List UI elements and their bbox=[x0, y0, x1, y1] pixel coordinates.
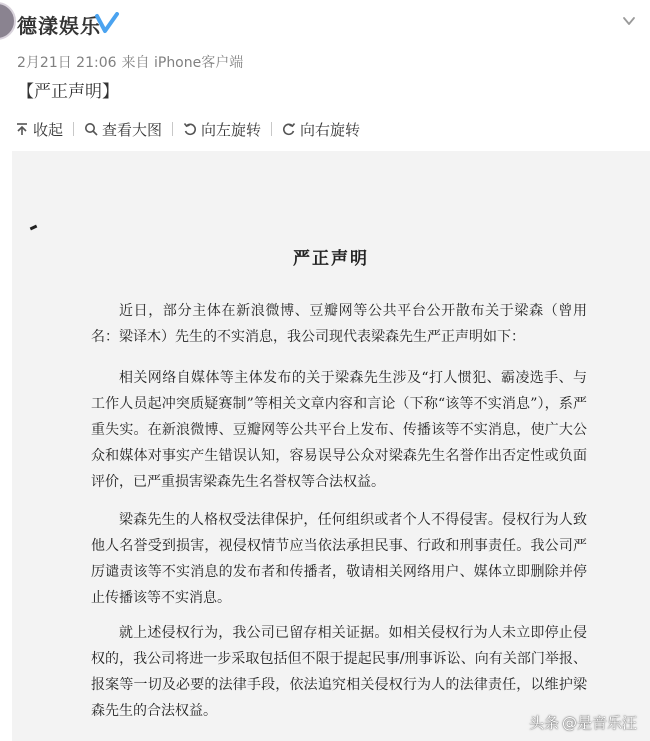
rotate-right-button[interactable] bbox=[282, 119, 360, 139]
statement-paragraph: 相关网络自媒体等主体发布的关于梁森先生涉及“打人惯犯、霸凌选手、与工作人员起冲突质疑赛制”等相关文章内容和言论（下称“该等不实消息”），系严重失实。在新浪微博、豆瓣网等公共平台上发布、传播该等不实消息，使广大公众和媒体对事实产生错误认知，容易误导公众对梁森先生名誉作出否定性或负面评价，已严重损害梁森先生名誉权等合法权益。 bbox=[91, 370, 587, 490]
watermark-brand: 头条 bbox=[528, 714, 559, 732]
toolbar-divider bbox=[271, 122, 272, 136]
statement-paragraph: 就上述侵权行为，我公司已留存相关证据。如相关侵权行为人未立即停止侵权的，我公司将进一步采取包括但不限于提起民事/刑事诉讼、向有关部门举报、报案等一切及必要的法律手段，依法追究相关侵权行为人的法律责任，以维护梁森先生的合法权益。 bbox=[91, 625, 587, 719]
post-text: 【严正声明】 bbox=[17, 82, 119, 102]
collapse-icon bbox=[15, 122, 29, 136]
statement-paper bbox=[12, 151, 650, 741]
rotate-right-label: 向右旋转 bbox=[300, 120, 361, 139]
view-large-button[interactable] bbox=[84, 119, 162, 139]
post-source: 来自 iPhone客户端 bbox=[121, 55, 244, 71]
rotate-right-icon bbox=[282, 122, 296, 136]
image-toolbar bbox=[0, 113, 650, 145]
verified-icon bbox=[94, 12, 120, 34]
statement-paragraph: 近日，部分主体在新浪微博、豆瓣网等公共平台公开散布关于梁森（曾用名：梁译木）先生的不实消息，我公司现代表梁森先生严正声明如下： bbox=[91, 303, 587, 345]
post-meta bbox=[17, 52, 243, 72]
post-time[interactable]: 2月21日 21:06 bbox=[17, 55, 117, 71]
view-large-label: 查看大图 bbox=[102, 120, 163, 139]
collapse-label: 收起 bbox=[33, 120, 64, 139]
avatar[interactable] bbox=[0, 2, 16, 40]
statement-title: 严正声明 bbox=[293, 249, 369, 269]
statement-paragraph: 梁森先生的人格权受法律保护，任何组织或者个人不得侵害。侵权行为人致他人名誉受到损害，视侵权情节应当依法承担民事、行政和刑事责任。我公司严厉谴责该等不实消息的发布者和传播者，敬请相关网络用户、媒体立即删除并停止传播该等不实消息。 bbox=[91, 512, 587, 606]
chevron-down-icon[interactable] bbox=[622, 14, 636, 28]
watermark-author: @是音乐汪 bbox=[561, 714, 637, 732]
collapse-button[interactable] bbox=[15, 119, 63, 139]
watermark bbox=[529, 712, 640, 733]
toolbar-divider bbox=[73, 122, 74, 136]
toolbar-divider bbox=[172, 122, 173, 136]
rotate-left-button[interactable] bbox=[183, 119, 261, 139]
ink-mark bbox=[30, 225, 38, 231]
username[interactable]: 德漾娱乐 bbox=[17, 14, 101, 38]
search-icon bbox=[84, 122, 98, 136]
statement-image[interactable] bbox=[12, 151, 650, 741]
rotate-left-label: 向左旋转 bbox=[201, 120, 262, 139]
rotate-left-icon bbox=[183, 122, 197, 136]
